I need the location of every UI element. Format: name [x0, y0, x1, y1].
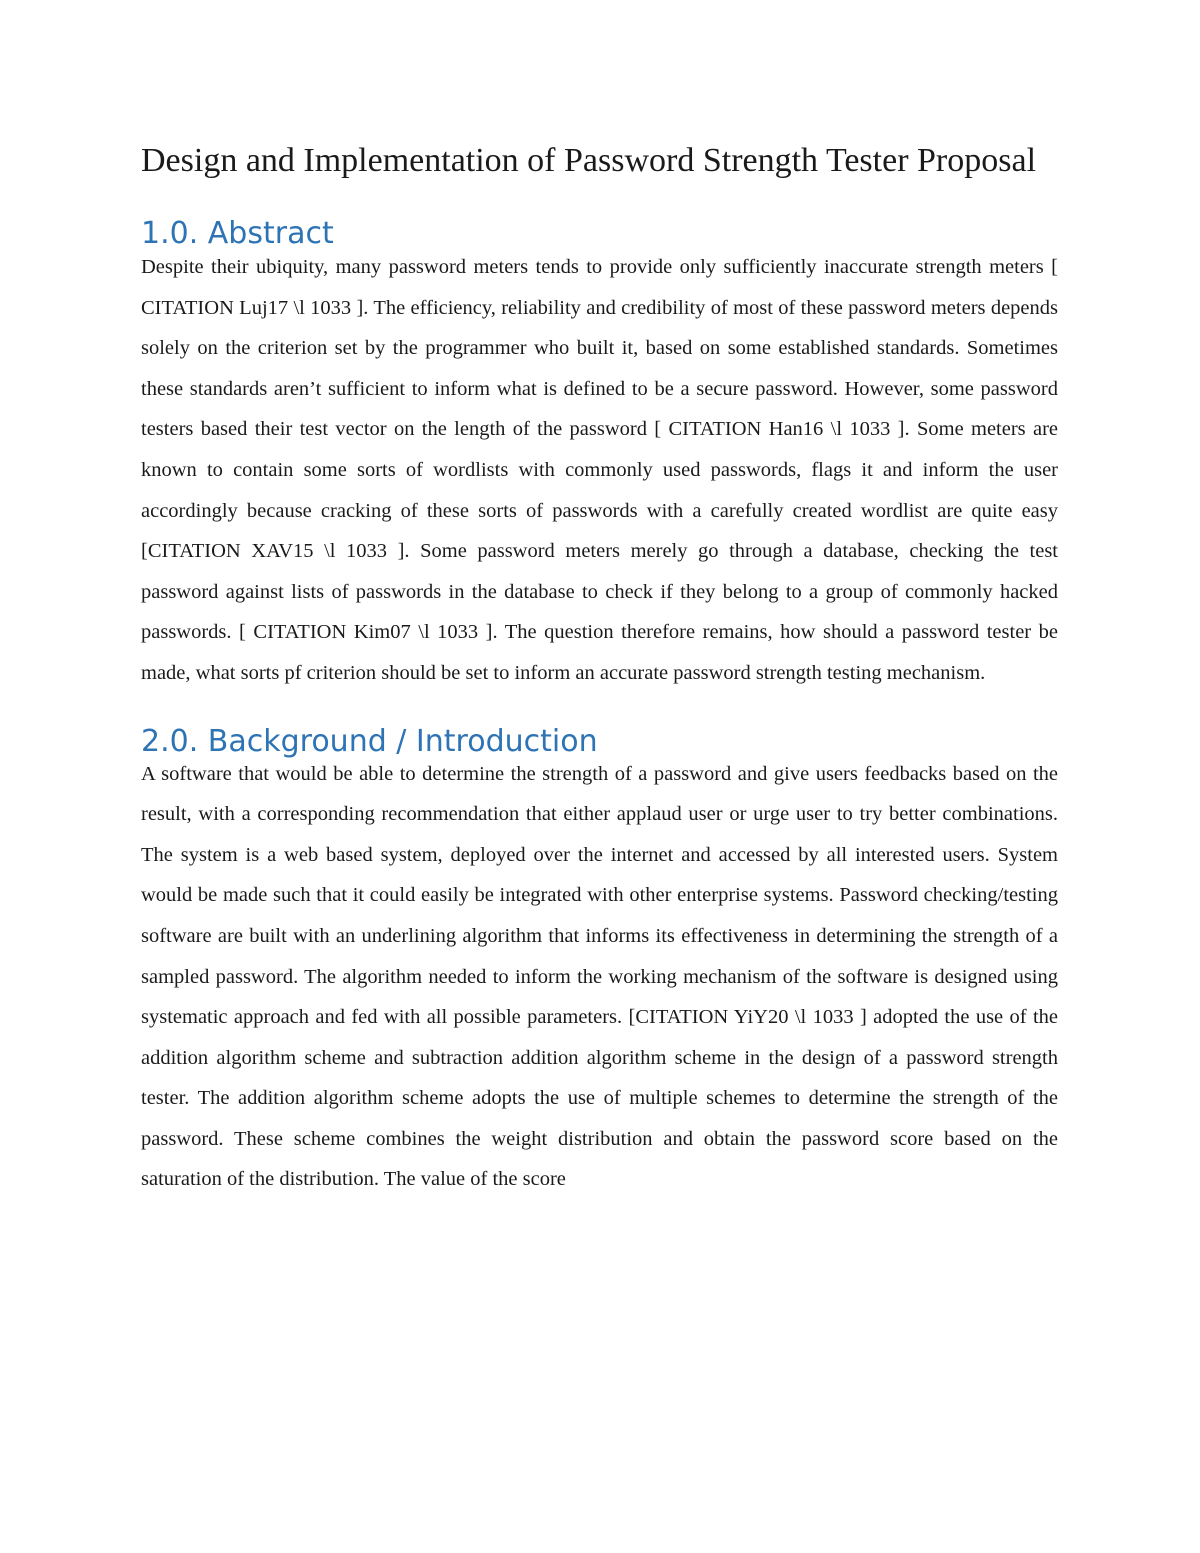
document-body [141, 130, 1058, 1200]
background-paragraph: A software that would be able to determine the strength of a password and give users feedbacks based on the result, with a corresponding recommendation that either applaud user or urge user to try better combinations. The system is a web based system, deployed over the internet and accessed by all interested users. System would be made such that it could easily be integrated with other enterprise systems. Password checking/testing software are built with an underlining algorithm that informs its effectiveness in determining the strength of a sampled password. The algorithm needed to inform the working mechanism of the software is designed using systematic approach and fed with all possible parameters. [CITATION YiY20 \l 1033 ] adopted the use of the addition algorithm scheme and subtraction addition algorithm scheme in the design of a password strength tester. The addition algorithm scheme adopts the use of multiple schemes to determine the strength of the password. These scheme combines the weight distribution and obtain the password score based on the saturation of the distribution. The value of the score [141, 762, 1058, 1191]
abstract-paragraph: Despite their ubiquity, many password meters tends to provide only sufficiently inaccurate strength meters [ CITATION Luj17 \l 1033 ]. The efficiency, reliability and credibility of most of these password meters depends solely on the criterion set by the programmer who built it, based on some established standards. Sometimes these standards aren’t sufficient to inform what is defined to be a secure password. However, some password testers based their test vector on the length of the password [ CITATION Han16 \l 1033 ]. Some meters are known to contain some sorts of wordlists with commonly used passwords, flags it and inform the user accordingly because cracking of these sorts of passwords with a carefully created wordlist are quite easy [CITATION XAV15 \l 1033 ]. Some password meters merely go through a database, checking the test password against lists of passwords in the database to check if they belong to a group of commonly hacked passwords. [ CITATION Kim07 \l 1033 ]. The question therefore remains, how should a password tester be made, what sorts pf criterion should be set to inform an accurate password strength testing mechanism. [141, 256, 1058, 684]
document-title: Design and Implementation of Password Strength Tester Proposal [141, 142, 1037, 179]
section-heading-abstract: 1.0. Abstract [141, 216, 334, 251]
section-heading-background: 2.0. Background / Introduction [141, 723, 598, 759]
